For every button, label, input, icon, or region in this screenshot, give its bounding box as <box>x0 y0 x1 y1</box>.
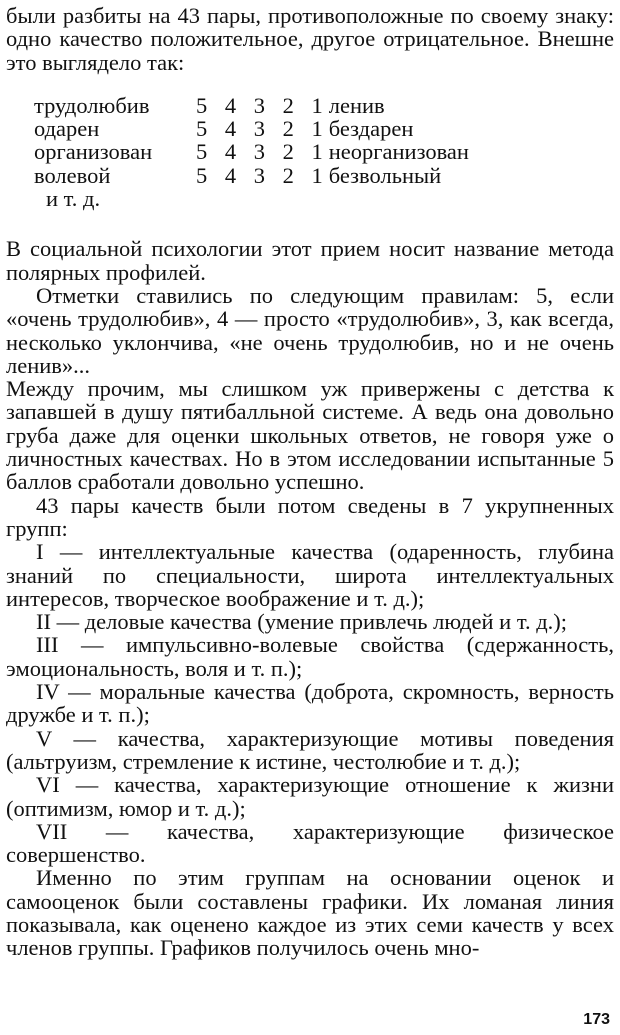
group-item: V — качества, характеризующие мотивы поведения (альтруизм, стремление к истине, честолюбие и т. д.); <box>6 725 614 774</box>
paragraph-five-point-system: Между прочим, мы слишком уж привержены с детства к запавшей в душу пятибалльной системе. А ведь она довольно груба даже для оценки школьных ответов, не говоря уже о личностных качествах. Но в этом исследовании испытанные 5 баллов сработали довольно успешно. <box>6 376 614 495</box>
group-item: IV — моральные качества (доброта, скромность, верность дружбе и т. п.); <box>6 679 614 728</box>
scale-left-quality: организован <box>34 139 153 165</box>
group-item: I — интеллектуальные качества (одаренность, глубина знаний по специальности, широта интеллектуальных интересов, творческое воображение и т. д.); <box>6 539 614 611</box>
scale-digits: 5 4 3 2 1 <box>196 92 329 118</box>
scale-left-quality: одарен <box>34 116 100 142</box>
page-number: 173 <box>583 1010 610 1028</box>
paragraph-method: В социальной психологии этот прием носит название метода полярных профилей. <box>6 236 614 285</box>
scale-left-quality: волевой <box>34 162 111 188</box>
group-item: II — деловые качества (умение привлечь людей и т. д.); <box>36 609 568 635</box>
scale-right-quality: безвольный <box>328 162 442 188</box>
scale-digits: 5 4 3 2 1 <box>196 116 329 142</box>
paragraph-rules: Отметки ставились по следующим правилам: 5, если «очень трудолюбив», 4 — просто «трудолюбив», 3, как всегда, несколько уклончива, «не очень трудолюбив, но и не очень ленив»... <box>6 282 614 378</box>
scale-row <box>34 94 469 117</box>
scale-right-quality: бездарен <box>328 116 414 142</box>
group-item: VII — качества, характеризующие физическое совершенство. <box>6 818 614 868</box>
scale-etc: и т. д. <box>46 186 101 212</box>
group-item: III — импульсивно-волевые свойства (сдержанность, эмоциональность, воля и т. п.); <box>6 632 614 681</box>
group-item: VI — качества, характеризующие отношение к жизни (оптимизм, юмор и т. д.); <box>6 772 614 821</box>
scale-row <box>34 164 469 187</box>
polar-profile-scale <box>34 94 469 187</box>
intro-paragraph: были разбиты на 43 пары, противоположные по своему знаку: одно качество положительное, другое отрицательное. Внешне это выглядело так: <box>6 3 614 75</box>
scale-row <box>34 117 469 140</box>
scale-right-quality: ленив <box>328 92 385 118</box>
scale-left-quality: трудолюбив <box>34 92 150 118</box>
scale-row <box>34 140 469 163</box>
paragraph-groups-intro: 43 пары качеств были потом сведены в 7 укрупненных групп: <box>6 492 614 541</box>
scale-digits: 5 4 3 2 1 <box>196 162 329 188</box>
paragraph-graphs: Именно по этим группам на основании оценок и самооценок были составлены графики. Их ломаная линия показывала, как оценено каждое из этих семи качеств у всех членов группы. Графиков получилось очень мно- <box>6 865 614 961</box>
scale-right-quality: неорганизован <box>328 139 469 165</box>
scale-digits: 5 4 3 2 1 <box>196 139 329 165</box>
